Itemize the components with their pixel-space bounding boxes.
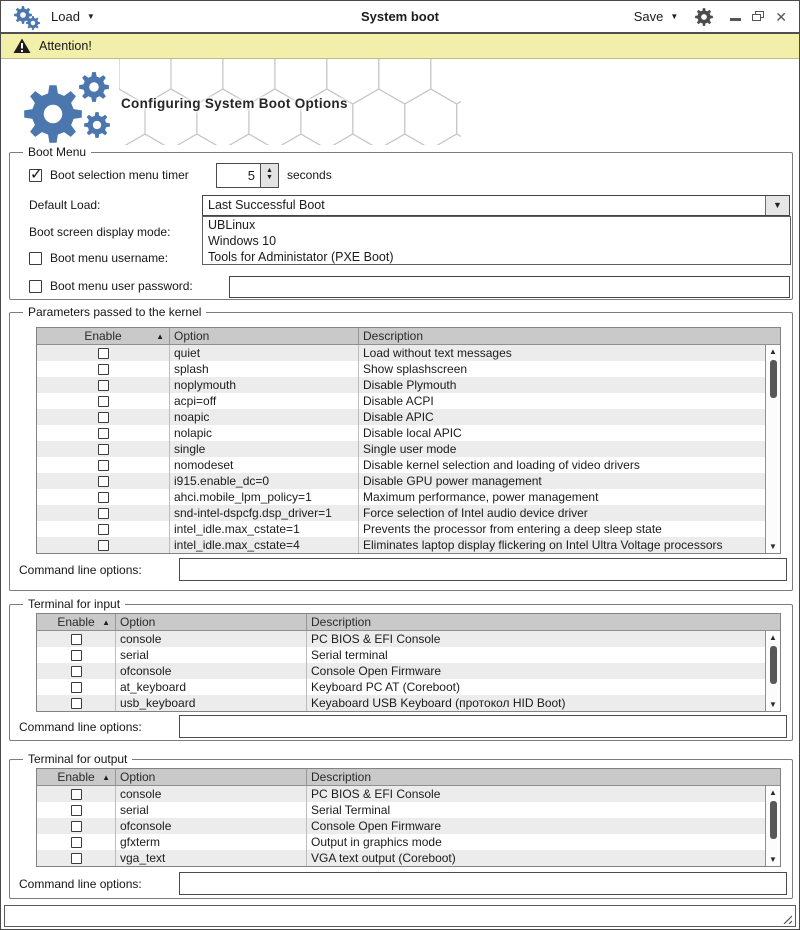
row-enable-checkbox[interactable] (98, 444, 109, 455)
terminal-output-legend: Terminal for output (23, 752, 132, 766)
row-description: Serial Terminal (311, 803, 391, 817)
column-header-label: Enable (57, 615, 95, 629)
scroll-down-icon[interactable]: ▼ (769, 700, 777, 709)
row-enable-checkbox[interactable] (71, 634, 82, 645)
row-enable-cell (37, 834, 116, 850)
default-load-dropdown-list (202, 216, 791, 265)
column-header-label: Description (311, 615, 372, 629)
row-description: Eliminates laptop display flickering on Intel Ultra Voltage processors (363, 538, 723, 552)
kernel-params-legend: Parameters passed to the kernel (23, 305, 206, 319)
sort-asc-icon: ▲ (156, 331, 164, 341)
boot-timer-checkbox[interactable] (29, 169, 42, 182)
boot-password-input[interactable] (229, 276, 790, 298)
column-header-option[interactable] (170, 328, 359, 344)
row-option: serial (116, 802, 307, 818)
row-enable-checkbox[interactable] (71, 853, 82, 864)
table-body (37, 786, 765, 866)
row-description: PC BIOS & EFI Console (311, 787, 441, 801)
table-row[interactable] (37, 473, 765, 489)
terminal-output-group (9, 752, 793, 899)
column-header-label: Option (174, 329, 210, 343)
table-row[interactable] (37, 393, 765, 409)
row-enable-cell (37, 457, 170, 473)
table-row[interactable] (37, 505, 765, 521)
display-mode-label: Boot screen display mode: (29, 225, 171, 239)
gears-icon (17, 68, 119, 144)
row-option: vga_text (116, 850, 307, 866)
row-option: ofconsole (116, 818, 307, 834)
row-enable-checkbox[interactable] (98, 492, 109, 503)
save-menu-label: Save (633, 9, 664, 24)
row-enable-checkbox[interactable] (98, 412, 109, 423)
boot-menu-group (9, 145, 793, 300)
table-row[interactable] (37, 663, 765, 679)
hexagon-shape (223, 134, 275, 145)
table-row[interactable] (37, 850, 765, 866)
app-gears-icon (13, 4, 41, 30)
timer-spinbox[interactable] (216, 163, 279, 188)
table-row[interactable] (37, 679, 765, 695)
column-header-label: Enable (57, 770, 95, 784)
vertical-scrollbar[interactable] (765, 786, 780, 866)
row-enable-cell (37, 647, 116, 663)
row-description: Prevents the processor from entering a deep sleep state (363, 522, 662, 536)
table-body (37, 345, 765, 553)
row-option: serial (116, 647, 307, 663)
row-option: noapic (170, 409, 359, 425)
terminal-output-table (36, 768, 781, 867)
row-enable-cell (37, 631, 116, 647)
row-option: gfxterm (116, 834, 307, 850)
status-bar (4, 905, 796, 927)
column-header-label: Option (120, 770, 156, 784)
terminal-output-cmdline-label: Command line options: (19, 877, 142, 891)
row-enable-cell (37, 521, 170, 537)
row-enable-cell (37, 695, 116, 711)
row-description: Disable APIC (363, 410, 434, 424)
boot-password-checkbox[interactable] (29, 280, 42, 293)
row-enable-checkbox[interactable] (98, 540, 109, 551)
vertical-scrollbar[interactable] (765, 345, 780, 553)
row-enable-cell (37, 393, 170, 409)
row-enable-cell (37, 505, 170, 521)
boot-timer-label: Boot selection menu timer (50, 168, 189, 182)
row-description: Disable ACPI (363, 394, 434, 408)
row-enable-checkbox[interactable] (98, 524, 109, 535)
attention-banner (1, 34, 799, 59)
table-header (37, 614, 780, 631)
row-enable-cell (37, 425, 170, 441)
hexagon-shape (379, 134, 431, 145)
column-header-description[interactable] (307, 769, 780, 785)
scroll-up-icon[interactable]: ▲ (769, 633, 777, 642)
row-enable-cell (37, 850, 116, 866)
restore-icon[interactable] (752, 11, 764, 22)
terminal-input-legend: Terminal for input (23, 597, 125, 611)
hexagon-shape (353, 89, 405, 145)
terminal-input-cmdline-input[interactable] (179, 715, 787, 738)
table-row[interactable] (37, 489, 765, 505)
sort-asc-icon: ▲ (102, 617, 110, 627)
table-row[interactable] (37, 457, 765, 473)
warning-triangle-icon (13, 38, 31, 54)
row-option: quiet (170, 345, 359, 361)
terminal-output-cmdline-input[interactable] (179, 872, 787, 895)
row-enable-checkbox[interactable] (98, 476, 109, 487)
chevron-down-icon[interactable]: ▼ (765, 196, 789, 215)
vertical-scrollbar[interactable] (765, 631, 780, 711)
kernel-params-table (36, 327, 781, 554)
boot-password-label: Boot menu user password: (50, 279, 193, 293)
table-row[interactable] (37, 631, 765, 647)
attention-label: Attention! (39, 39, 92, 53)
table-row[interactable] (37, 345, 765, 361)
table-row[interactable] (37, 818, 765, 834)
row-option: i915.enable_dc=0 (170, 473, 359, 489)
row-enable-cell (37, 679, 116, 695)
row-enable-checkbox[interactable] (98, 460, 109, 471)
row-enable-checkbox[interactable] (98, 364, 109, 375)
scrollbar-thumb[interactable] (770, 360, 777, 398)
row-enable-cell (37, 802, 116, 818)
row-enable-cell (37, 786, 116, 802)
scroll-up-icon[interactable]: ▲ (769, 347, 777, 356)
page-title: Configuring System Boot Options (121, 96, 348, 111)
row-option: console (116, 631, 307, 647)
hexagon-shape (379, 59, 431, 104)
row-description: Keyboard PC AT (Coreboot) (311, 680, 460, 694)
chevron-down-icon: ▼ (86, 11, 95, 21)
row-option: at_keyboard (116, 679, 307, 695)
row-enable-checkbox[interactable] (98, 380, 109, 391)
column-header-enable[interactable] (37, 328, 170, 344)
table-row[interactable] (37, 647, 765, 663)
table-row[interactable] (37, 377, 765, 393)
row-description: Show splashscreen (363, 362, 468, 376)
dropdown-option[interactable]: Windows 10 (208, 233, 277, 248)
row-enable-cell (37, 377, 170, 393)
terminal-input-group (9, 597, 793, 741)
column-header-enable[interactable] (37, 614, 116, 630)
table-header (37, 328, 780, 345)
terminal-input-table (36, 613, 781, 712)
column-header-label: Description (363, 329, 424, 343)
titlebar (1, 1, 799, 34)
row-description: Maximum performance, power management (363, 490, 599, 504)
row-enable-checkbox[interactable] (71, 698, 82, 709)
row-description: PC BIOS & EFI Console (311, 632, 441, 646)
sort-asc-icon: ▲ (102, 772, 110, 782)
column-header-description[interactable] (307, 614, 780, 630)
table-row[interactable] (37, 441, 765, 457)
row-enable-checkbox[interactable] (98, 508, 109, 519)
close-icon[interactable]: ✕ (775, 8, 787, 25)
row-enable-checkbox[interactable] (71, 821, 82, 832)
row-description: Disable kernel selection and loading of video drivers (363, 458, 640, 472)
load-menu-button[interactable] (51, 9, 95, 24)
row-enable-checkbox[interactable] (71, 789, 82, 800)
table-row[interactable] (37, 425, 765, 441)
hexagon-shape (405, 89, 457, 145)
column-header-label: Enable (84, 329, 122, 343)
row-option: ahci.mobile_lpm_policy=1 (170, 489, 359, 505)
resize-grip-icon[interactable] (780, 912, 792, 924)
row-option: intel_idle.max_cstate=4 (170, 537, 359, 553)
row-enable-cell (37, 345, 170, 361)
default-load-label: Default Load: (29, 198, 101, 212)
header-banner (1, 59, 799, 145)
row-description: Disable local APIC (363, 426, 462, 440)
table-row[interactable] (37, 802, 765, 818)
save-menu-button[interactable] (634, 9, 679, 24)
hexagon-shape (119, 134, 171, 145)
row-description: Disable Plymouth (363, 378, 457, 392)
table-body (37, 631, 765, 711)
row-description: Single user mode (363, 442, 457, 456)
boot-menu-legend: Boot Menu (23, 145, 91, 159)
row-option: intel_idle.max_cstate=1 (170, 521, 359, 537)
scroll-down-icon[interactable]: ▼ (769, 542, 777, 551)
column-header-enable[interactable] (37, 769, 116, 785)
row-enable-cell (37, 537, 170, 553)
table-row[interactable] (37, 786, 765, 802)
boot-username-label: Boot menu username: (50, 251, 169, 265)
window-controls (730, 10, 787, 24)
terminal-input-cmdline-label: Command line options: (19, 720, 142, 734)
scrollbar-thumb[interactable] (770, 646, 777, 684)
spinner-arrows-icon[interactable]: ▲ ▼ (260, 164, 278, 187)
row-enable-cell (37, 663, 116, 679)
row-description: Serial terminal (311, 648, 388, 662)
column-header-option[interactable] (116, 769, 307, 785)
row-option: console (116, 786, 307, 802)
boot-username-checkbox[interactable] (29, 252, 42, 265)
row-option: noplymouth (170, 377, 359, 393)
default-load-value: Last Successful Boot (208, 198, 325, 212)
hexagon-shape (431, 134, 461, 145)
row-enable-checkbox[interactable] (98, 396, 109, 407)
row-enable-checkbox[interactable] (71, 650, 82, 661)
row-enable-cell (37, 818, 116, 834)
table-row[interactable] (37, 695, 765, 711)
row-enable-cell (37, 409, 170, 425)
row-description: Keyaboard USB Keyboard (протокол HID Boot) (311, 696, 566, 710)
kernel-cmdline-label: Command line options: (19, 563, 142, 577)
column-header-label: Description (311, 770, 372, 784)
chevron-down-icon: ▼ (670, 11, 679, 21)
row-description: VGA text output (Coreboot) (311, 851, 456, 865)
row-option: ofconsole (116, 663, 307, 679)
dropdown-option[interactable]: UBLinux (208, 217, 256, 232)
row-option: nomodeset (170, 457, 359, 473)
row-enable-checkbox[interactable] (98, 428, 109, 439)
row-enable-checkbox[interactable] (71, 837, 82, 848)
column-header-description[interactable] (359, 328, 780, 344)
window-title: System boot (360, 9, 439, 24)
row-option: acpi=off (170, 393, 359, 409)
table-row[interactable] (37, 537, 765, 553)
row-enable-cell (37, 361, 170, 377)
column-header-option[interactable] (116, 614, 307, 630)
row-enable-checkbox[interactable] (98, 348, 109, 359)
table-header (37, 769, 780, 786)
hexagon-shape (275, 134, 327, 145)
table-row[interactable] (37, 361, 765, 377)
table-row[interactable] (37, 521, 765, 537)
scroll-down-icon[interactable]: ▼ (769, 855, 777, 864)
row-option: single (170, 441, 359, 457)
minimize-icon[interactable] (730, 18, 741, 21)
row-description: Disable GPU power management (363, 474, 542, 488)
scrollbar-thumb[interactable] (770, 801, 777, 839)
row-option: snd-intel-dspcfg.dsp_driver=1 (170, 505, 359, 521)
default-load-combobox[interactable] (202, 195, 790, 216)
row-enable-checkbox[interactable] (71, 805, 82, 816)
row-description: Force selection of Intel audio device driver (363, 506, 588, 520)
row-description: Load without text messages (363, 346, 512, 360)
column-header-label: Option (120, 615, 156, 629)
row-enable-cell (37, 473, 170, 489)
row-option: splash (170, 361, 359, 377)
kernel-params-group (9, 305, 793, 591)
row-option: usb_keyboard (116, 695, 307, 711)
timer-unit-label: seconds (287, 168, 332, 182)
row-description: Console Open Firmware (311, 664, 442, 678)
hexagon-shape (171, 134, 223, 145)
row-description: Console Open Firmware (311, 819, 442, 833)
row-enable-checkbox[interactable] (71, 666, 82, 677)
table-row[interactable] (37, 409, 765, 425)
load-menu-label: Load (51, 9, 80, 24)
row-enable-cell (37, 441, 170, 457)
hexagon-shape (327, 134, 379, 145)
dropdown-option[interactable]: Tools for Administator (PXE Boot) (208, 249, 394, 264)
row-option: nolapic (170, 425, 359, 441)
row-description: Output in graphics mode (311, 835, 442, 849)
kernel-cmdline-input[interactable] (179, 558, 787, 581)
settings-gear-icon[interactable] (694, 7, 714, 27)
table-row[interactable] (37, 834, 765, 850)
timer-value[interactable]: 5 (247, 167, 255, 183)
scroll-up-icon[interactable]: ▲ (769, 788, 777, 797)
row-enable-checkbox[interactable] (71, 682, 82, 693)
row-enable-cell (37, 489, 170, 505)
